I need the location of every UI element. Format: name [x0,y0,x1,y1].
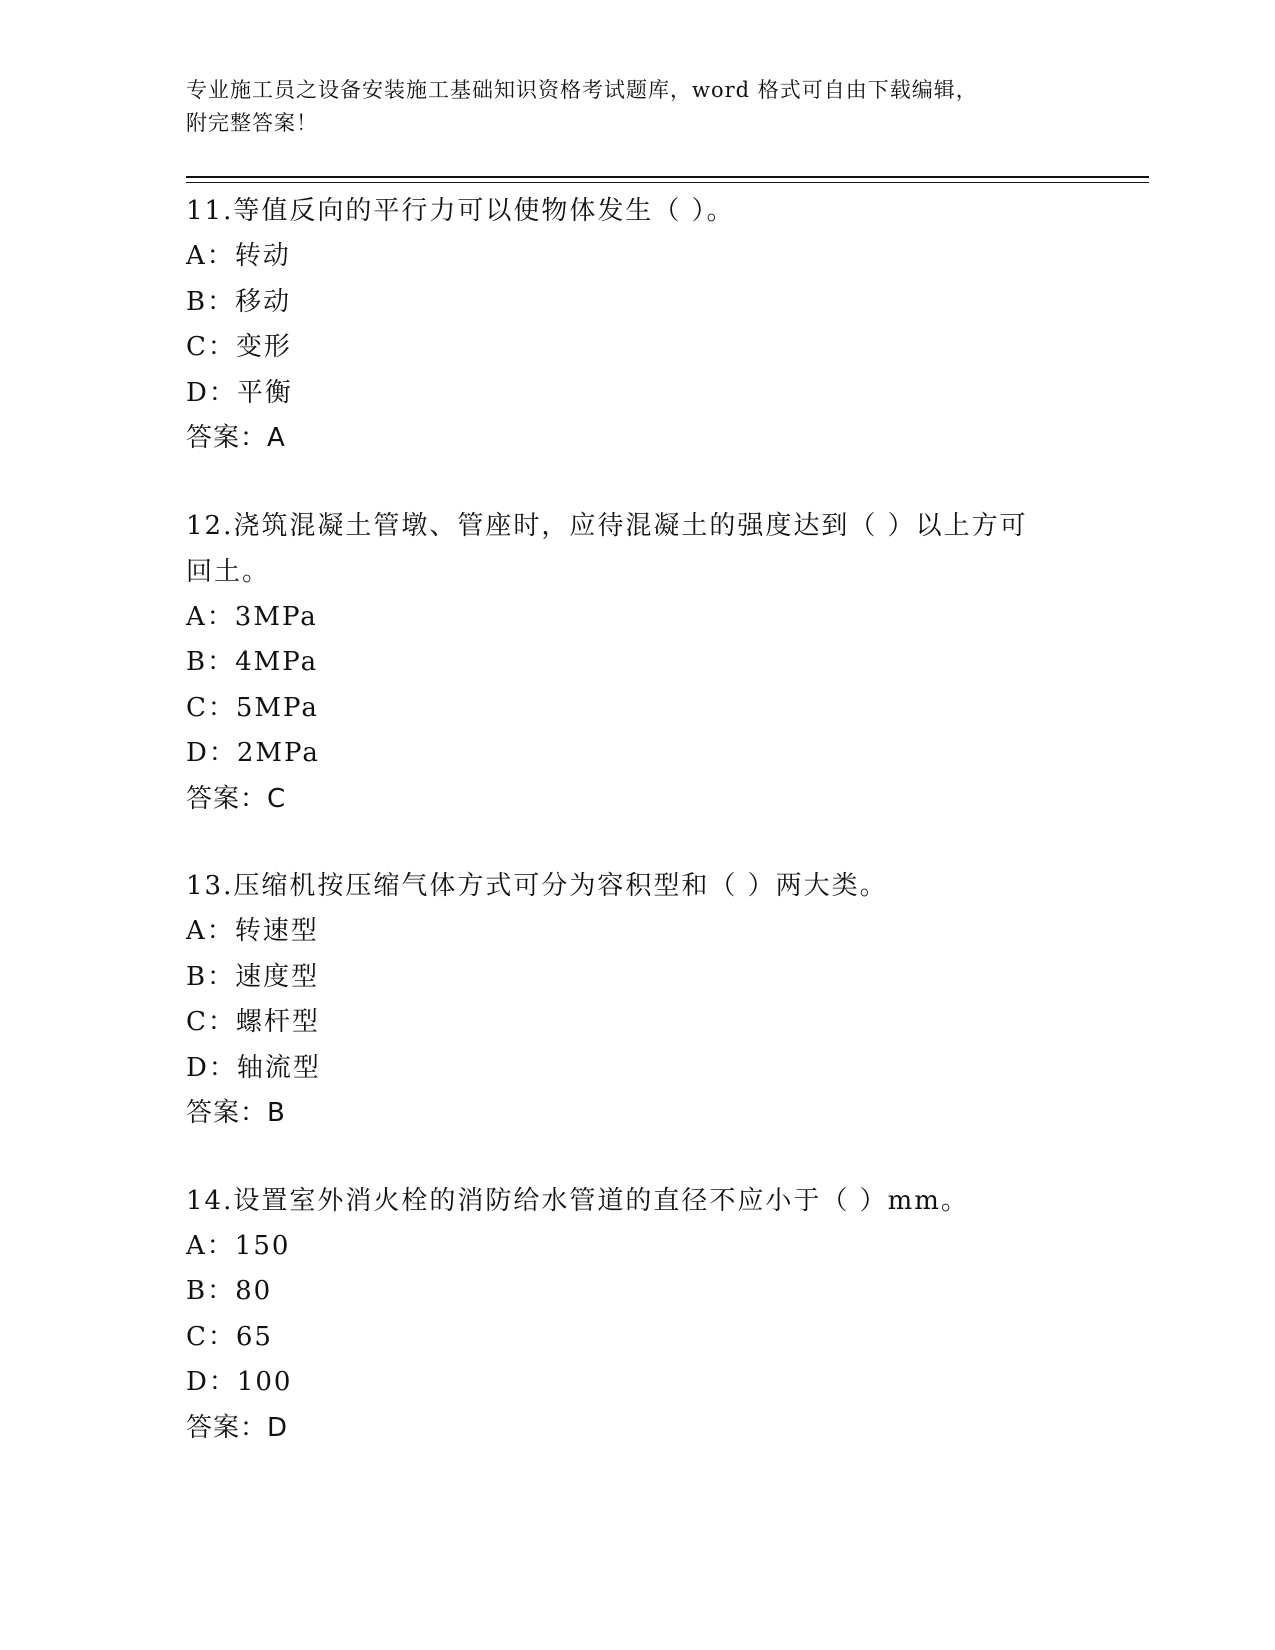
question-text: 11.等值反向的平行力可以使物体发生（ ）。 [186,196,735,226]
option-c: C：65 [186,1321,273,1352]
option-c: C：5MPa [186,692,319,723]
option-d: D：轴流型 [186,1052,321,1083]
option-a: A：150 [186,1230,291,1261]
question-11 [186,188,1086,462]
header-line-2: 附完整答案！ [186,111,318,135]
option-b: B：移动 [186,286,292,317]
option-d: D：平衡 [186,377,293,408]
answer-line: 答案：B [186,1098,286,1128]
question-12 [186,503,1086,823]
option-c: C：螺杆型 [186,1007,320,1037]
question-13 [186,863,1086,1137]
header-divider-thin [186,182,1149,183]
document-header [186,74,1066,140]
option-a: A：转动 [186,241,291,271]
option-a: A：3MPa [186,601,318,632]
option-b: B：80 [186,1276,273,1306]
header-divider-thick [186,176,1149,178]
question-list [186,188,1086,1492]
option-d: D：2MPa [186,738,320,768]
question-14 [186,1178,1086,1452]
question-text: 12.浇筑混凝土管墩、管座时，应待混凝土的强度达到（ ）以上方可 [186,510,1028,541]
option-a: A：转速型 [186,916,319,946]
question-text: 14.设置室外消火栓的消防给水管道的直径不应小于（ ）mm。 [186,1185,969,1216]
question-text-continued: 回土。 [186,556,271,587]
option-d: D：100 [186,1367,293,1397]
option-c: C：变形 [186,332,292,362]
option-b: B：速度型 [186,961,320,992]
option-b: B：4MPa [186,647,319,677]
answer-line: 答案：D [186,1412,289,1443]
question-text: 13.压缩机按压缩气体方式可分为容积型和（ ）两大类。 [186,871,888,901]
answer-line: 答案：A [186,423,286,453]
header-line-1: 专业施工员之设备安装施工基础知识资格考试题库，word 格式可自由下载编辑， [186,78,978,102]
answer-line: 答案：C [186,783,287,814]
